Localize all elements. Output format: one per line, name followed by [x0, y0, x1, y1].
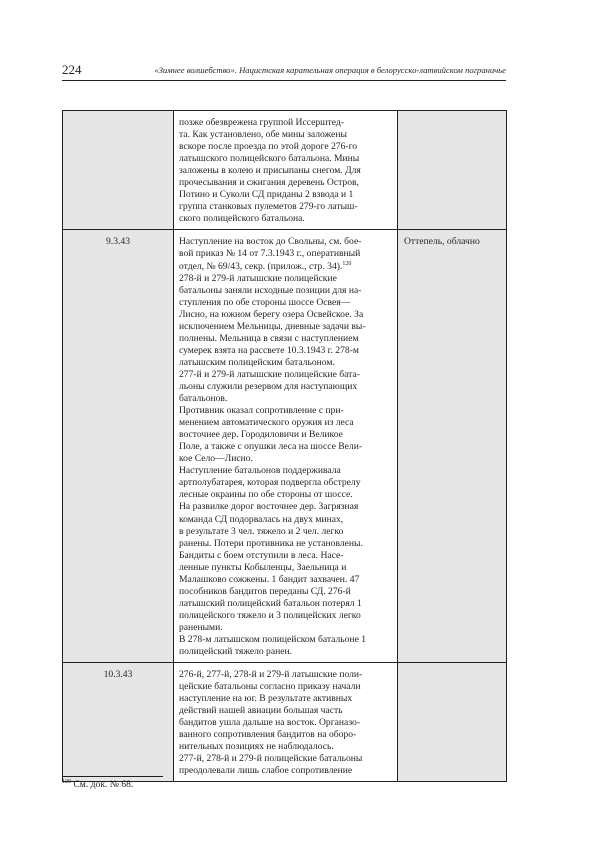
entry-line: полнены. Мельница в связи с наступлением	[179, 332, 359, 344]
date-cell	[63, 111, 174, 230]
entry-line: преодолевали лишь слабое сопротивление	[179, 765, 353, 777]
entry-line: 277-й и 279-й латышские полицейские бата-	[179, 368, 360, 380]
entry-line: латышского полицейского батальона. Мины	[179, 153, 360, 165]
page-header	[62, 62, 506, 80]
entry-line: исключением Мельницы, дневные задачи вы-	[179, 320, 366, 332]
entry-line-with-footnote	[179, 261, 393, 273]
entry-line: ленные пункты Кобыленцы, Заельница и	[179, 561, 347, 573]
weather-cell: Оттепель, облачно	[398, 230, 507, 663]
entry-line: нительных позициях не наблюдалось.	[179, 741, 334, 753]
footnote-text: См. док. № 68.	[71, 779, 134, 790]
footnote-number: 120	[62, 778, 71, 785]
entry-line: батальонов.	[179, 393, 228, 405]
entry-line: пособников бандитов переданы СД. 276-й	[179, 585, 351, 597]
footnote-reference[interactable]: 120	[342, 260, 352, 267]
entry-line: артполубатарея, которая подвергла обстрелу	[179, 477, 361, 489]
entry-line: прочесывания и сжигания деревень Остров,	[179, 177, 359, 189]
entry-text-cell	[174, 111, 398, 230]
entry-line: Противник оказал сопротивление с при-	[179, 405, 344, 417]
entry-line: Бандиты с боем отступили в леса. Насе-	[179, 549, 344, 561]
entry-line: ступления по обе стороны шоссе Освея—	[179, 296, 351, 308]
entry-line: сумерек взята на рассвете 10.3.1943 г. 278-м	[179, 344, 359, 356]
entry-line: бандитов ушла дальше на восток. Органазо-	[179, 717, 361, 729]
entry-line: Поле, а также с опушки леса на шоссе Вели-	[179, 441, 363, 453]
entry-line: группа станковых пулеметов 279-го латыш-	[179, 201, 358, 213]
entry-line: та. Как установлено, обе мины заложены	[179, 129, 347, 141]
entry-line: В 278-м латышском полицейском батальоне 1	[179, 633, 367, 645]
date-cell: 9.3.43	[63, 230, 174, 663]
entry-line: восточнее дер. Городиловичи и Великое	[179, 429, 343, 441]
entry-line: Наступление батальонов поддерживала	[179, 465, 341, 477]
entry-line: Потино и Суколи СД приданы 2 взвода и 1	[179, 189, 354, 201]
entry-line: Лисно, на южном берегу озера Освейское. За	[179, 308, 364, 320]
entry-line: ранены. Потери противника не установлены.	[179, 537, 363, 549]
entry-line: цейские батальоны согласно приказу начали	[179, 681, 361, 693]
weather-cell	[398, 663, 507, 782]
entry-line: 278-й и 279-й латышские полицейские	[179, 272, 337, 284]
entry-line: наступление на юг. В результате активных	[179, 693, 353, 705]
entry-line: 277-й, 278-й и 279-й полицейские батальоны	[179, 753, 363, 765]
entry-line: батальоны заняли исходные позиции для на-	[179, 284, 362, 296]
entry-line: Малашково сожжены. 1 бандит захвачен. 47	[179, 573, 360, 585]
header-rule	[62, 80, 506, 81]
page-number: 224	[62, 62, 82, 77]
footnote-rule	[62, 776, 163, 777]
footnote	[62, 779, 133, 790]
entry-line: отдел, № 69/43, секр. (прилож., стр. 34).	[179, 260, 343, 272]
entry-line: 276-й, 277-й, 278-й и 279-й латышские поли-	[179, 669, 363, 681]
entry-line: менением автоматического оружия из леса	[179, 417, 354, 429]
entry-line: в результате 3 чел. тяжело и 2 чел. легко	[179, 525, 344, 537]
entry-line: вскоре после проезда по этой дороге 276-го	[179, 141, 358, 153]
entry-line: позже обезврежена группой Иссерштед-	[179, 117, 344, 128]
entry-line: ранеными.	[179, 621, 223, 633]
entry-line: Наступление на восток до Свольны, см. бое-	[179, 236, 362, 248]
entry-line: лесные окраины по обе стороны от шоссе.	[179, 489, 353, 501]
table-row	[63, 111, 507, 230]
entry-line: команда СД подорвалась на двух минах,	[179, 513, 344, 525]
table-row	[63, 230, 507, 663]
chronicle-table	[62, 110, 507, 782]
weather-cell	[398, 111, 507, 230]
entry-line: вой приказ № 14 от 7.3.1943 г., оперативный	[179, 248, 361, 260]
entry-line: полицейский тяжело ранен.	[179, 646, 293, 658]
entry-line: ского полицейского батальона.	[179, 213, 305, 225]
entry-text-cell	[174, 663, 398, 782]
table-row	[63, 663, 507, 782]
date-cell: 10.3.43	[63, 663, 174, 782]
entry-line: полицейского тяжело и 3 полицейских легко	[179, 609, 361, 621]
entry-line: латышским полицейским батальоном.	[179, 356, 335, 368]
entry-line: кое Село—Лисно.	[179, 453, 253, 465]
entry-line: На развилке дорог восточнее дер. Загрязная	[179, 501, 359, 513]
entry-line: льоны служили резервом для наступающих	[179, 380, 358, 392]
running-title: «Зимнее волшебство». Нацистская карательная операция в белорусско-латвийском пограничье	[154, 65, 506, 75]
entry-line: действий нашей авиации большая часть	[179, 705, 343, 717]
entry-line: латышский полицейский батальон потерял 1	[179, 597, 362, 609]
entry-text-cell	[174, 230, 398, 663]
entry-line: заложены в колею и присыпаны снегом. Для	[179, 165, 361, 177]
entry-line: ванного сопротивления бандитов на оборо-	[179, 729, 357, 741]
